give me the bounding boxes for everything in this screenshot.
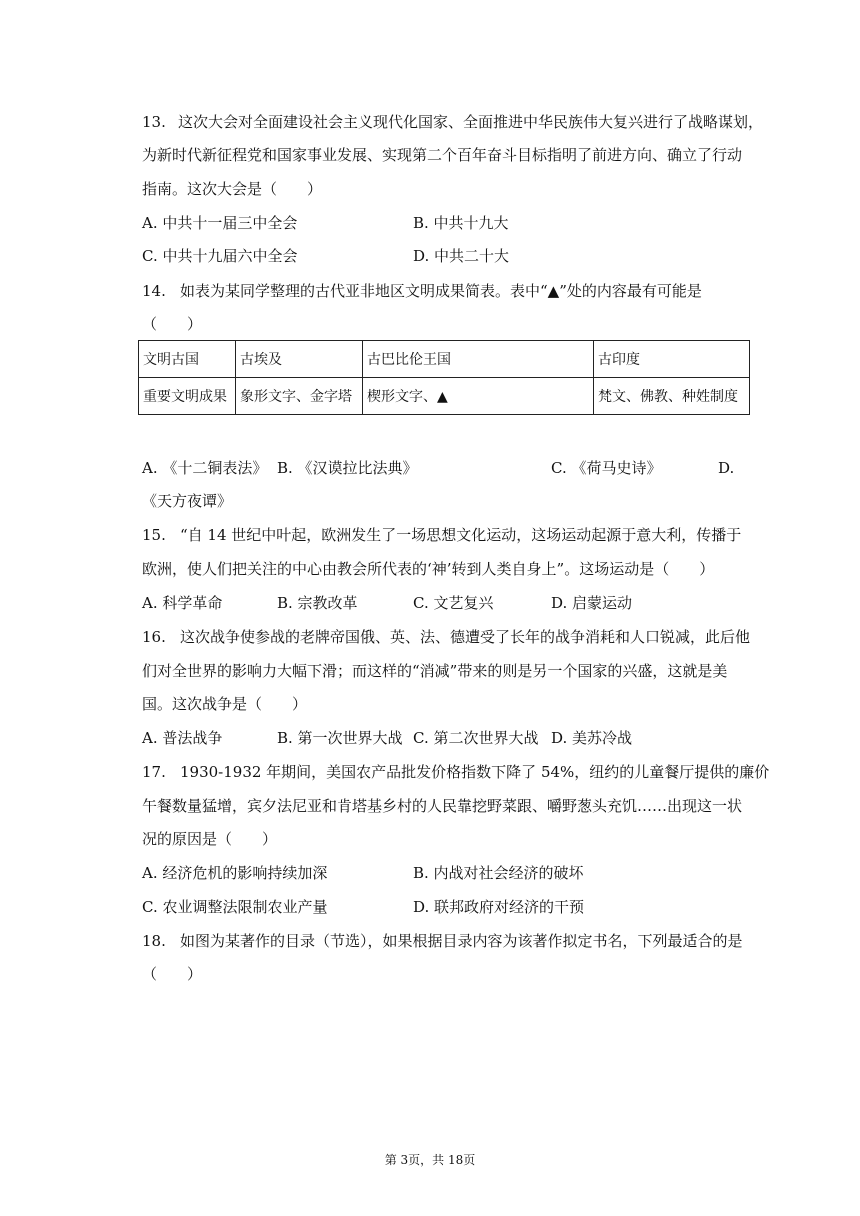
q13-option-c[interactable]: C. 中共十九届六中全会 <box>142 247 298 265</box>
q14-option-b[interactable]: B. 《汉谟拉比法典》 <box>277 459 418 477</box>
q16-option-d[interactable]: D. 美苏冷战 <box>551 729 633 747</box>
page-footer: 第 3页，共 18页 <box>384 1153 476 1167</box>
q14-option-d-text: 《天方夜谭》 <box>142 492 233 510</box>
question-text: 1930-1932 年期间，美国农产品批发价格指数下降了 54%，纽约的儿童餐厅提供的廉价 <box>180 763 770 781</box>
question-text: 这次战争使参战的老牌帝国俄、英、法、德遭受了长年的战争消耗和人口锐减，此后他 <box>180 628 751 646</box>
q15-option-c[interactable]: C. 文艺复兴 <box>413 594 494 612</box>
table-cell: 象形文字、金字塔 <box>236 378 363 415</box>
q16-line-2: 们对全世界的影响力大幅下滑；而这样的“消减”带来的则是另一个国家的兴盛，这就是美 <box>142 662 728 680</box>
q16-option-b[interactable]: B. 第一次世界大战 <box>277 729 403 747</box>
q18-line-2: （ ） <box>142 965 203 983</box>
q15-line-1 <box>142 525 741 545</box>
q18-line-1 <box>142 931 743 951</box>
table-row <box>139 341 750 378</box>
q14-line-1 <box>142 281 702 301</box>
q15-option-a[interactable]: A. 科学革命 <box>142 594 223 612</box>
table-row <box>139 378 750 415</box>
q13-option-d[interactable]: D. 中共二十大 <box>413 247 510 265</box>
table-cell: 文明古国 <box>139 341 236 378</box>
table-cell: 楔形文字、▲ <box>363 378 594 415</box>
q13-line-1 <box>142 112 763 132</box>
question-number: 13. <box>142 113 166 131</box>
q14-option-a[interactable]: A. 《十二铜表法》 <box>142 459 268 477</box>
question-number: 17. <box>142 763 166 781</box>
question-text: “自 14 世纪中叶起，欧洲发生了一场思想文化运动，这场运动起源于意大利，传播于 <box>180 526 742 544</box>
q14-line-2: （ ） <box>142 315 203 333</box>
q17-line-1 <box>142 762 769 782</box>
question-number: 15. <box>142 526 166 544</box>
q13-line-2: 为新时代新征程党和国家事业发展、实现第二个百年奋斗目标指明了前进方向、确立了行动 <box>142 146 743 164</box>
civilization-table <box>138 340 750 415</box>
q17-option-a[interactable]: A. 经济危机的影响持续加深 <box>142 864 328 882</box>
q16-option-c[interactable]: C. 第二次世界大战 <box>413 729 539 747</box>
q14-option-c[interactable]: C. 《荷马史诗》 <box>551 459 662 477</box>
table-cell: 梵文、佛教、种姓制度 <box>594 378 750 415</box>
q15-option-d[interactable]: D. 启蒙运动 <box>551 594 633 612</box>
table-cell: 古埃及 <box>236 341 363 378</box>
q13-option-b[interactable]: B. 中共十九大 <box>413 214 509 232</box>
question-text: 这次大会对全面建设社会主义现代化国家、全面推进中华民族伟大复兴进行了战略谋划， <box>178 113 764 131</box>
table-cell: 古巴比伦王国 <box>363 341 594 378</box>
table-cell: 古印度 <box>594 341 750 378</box>
q16-option-a[interactable]: A. 普法战争 <box>142 729 223 747</box>
q14-option-d[interactable]: D. <box>718 459 735 477</box>
question-text: 如表为某同学整理的古代亚非地区文明成果简表。表中“▲”处的内容最有可能是 <box>180 282 702 300</box>
table-cell: 重要文明成果 <box>139 378 236 415</box>
q17-option-b[interactable]: B. 内战对社会经济的破坏 <box>413 864 584 882</box>
q17-option-d[interactable]: D. 联邦政府对经济的干预 <box>413 898 585 916</box>
question-text: 如图为某著作的目录（节选），如果根据目录内容为该著作拟定书名，下列最适合的是 <box>180 932 743 950</box>
q17-line-2: 午餐数量猛增，宾夕法尼亚和肯塔基乡村的人民靠挖野菜跟、嚼野葱头充饥……出现这一状 <box>142 797 743 815</box>
q15-line-2: 欧洲，使人们把关注的中心由教会所代表的‘神’转到人类自身上”。这场运动是（ ） <box>142 560 715 578</box>
q16-line-3: 国。这次战争是（ ） <box>142 695 308 713</box>
question-number: 14. <box>142 282 166 300</box>
q16-line-1 <box>142 627 750 647</box>
q13-line-3: 指南。这次大会是（ ） <box>142 180 323 198</box>
q17-option-c[interactable]: C. 农业调整法限制农业产量 <box>142 898 328 916</box>
q15-option-b[interactable]: B. 宗教改革 <box>277 594 358 612</box>
question-number: 18. <box>142 932 166 950</box>
question-number: 16. <box>142 628 166 646</box>
q17-line-3: 况的原因是（ ） <box>142 830 278 848</box>
q13-option-a[interactable]: A. 中共十一届三中全会 <box>142 214 298 232</box>
